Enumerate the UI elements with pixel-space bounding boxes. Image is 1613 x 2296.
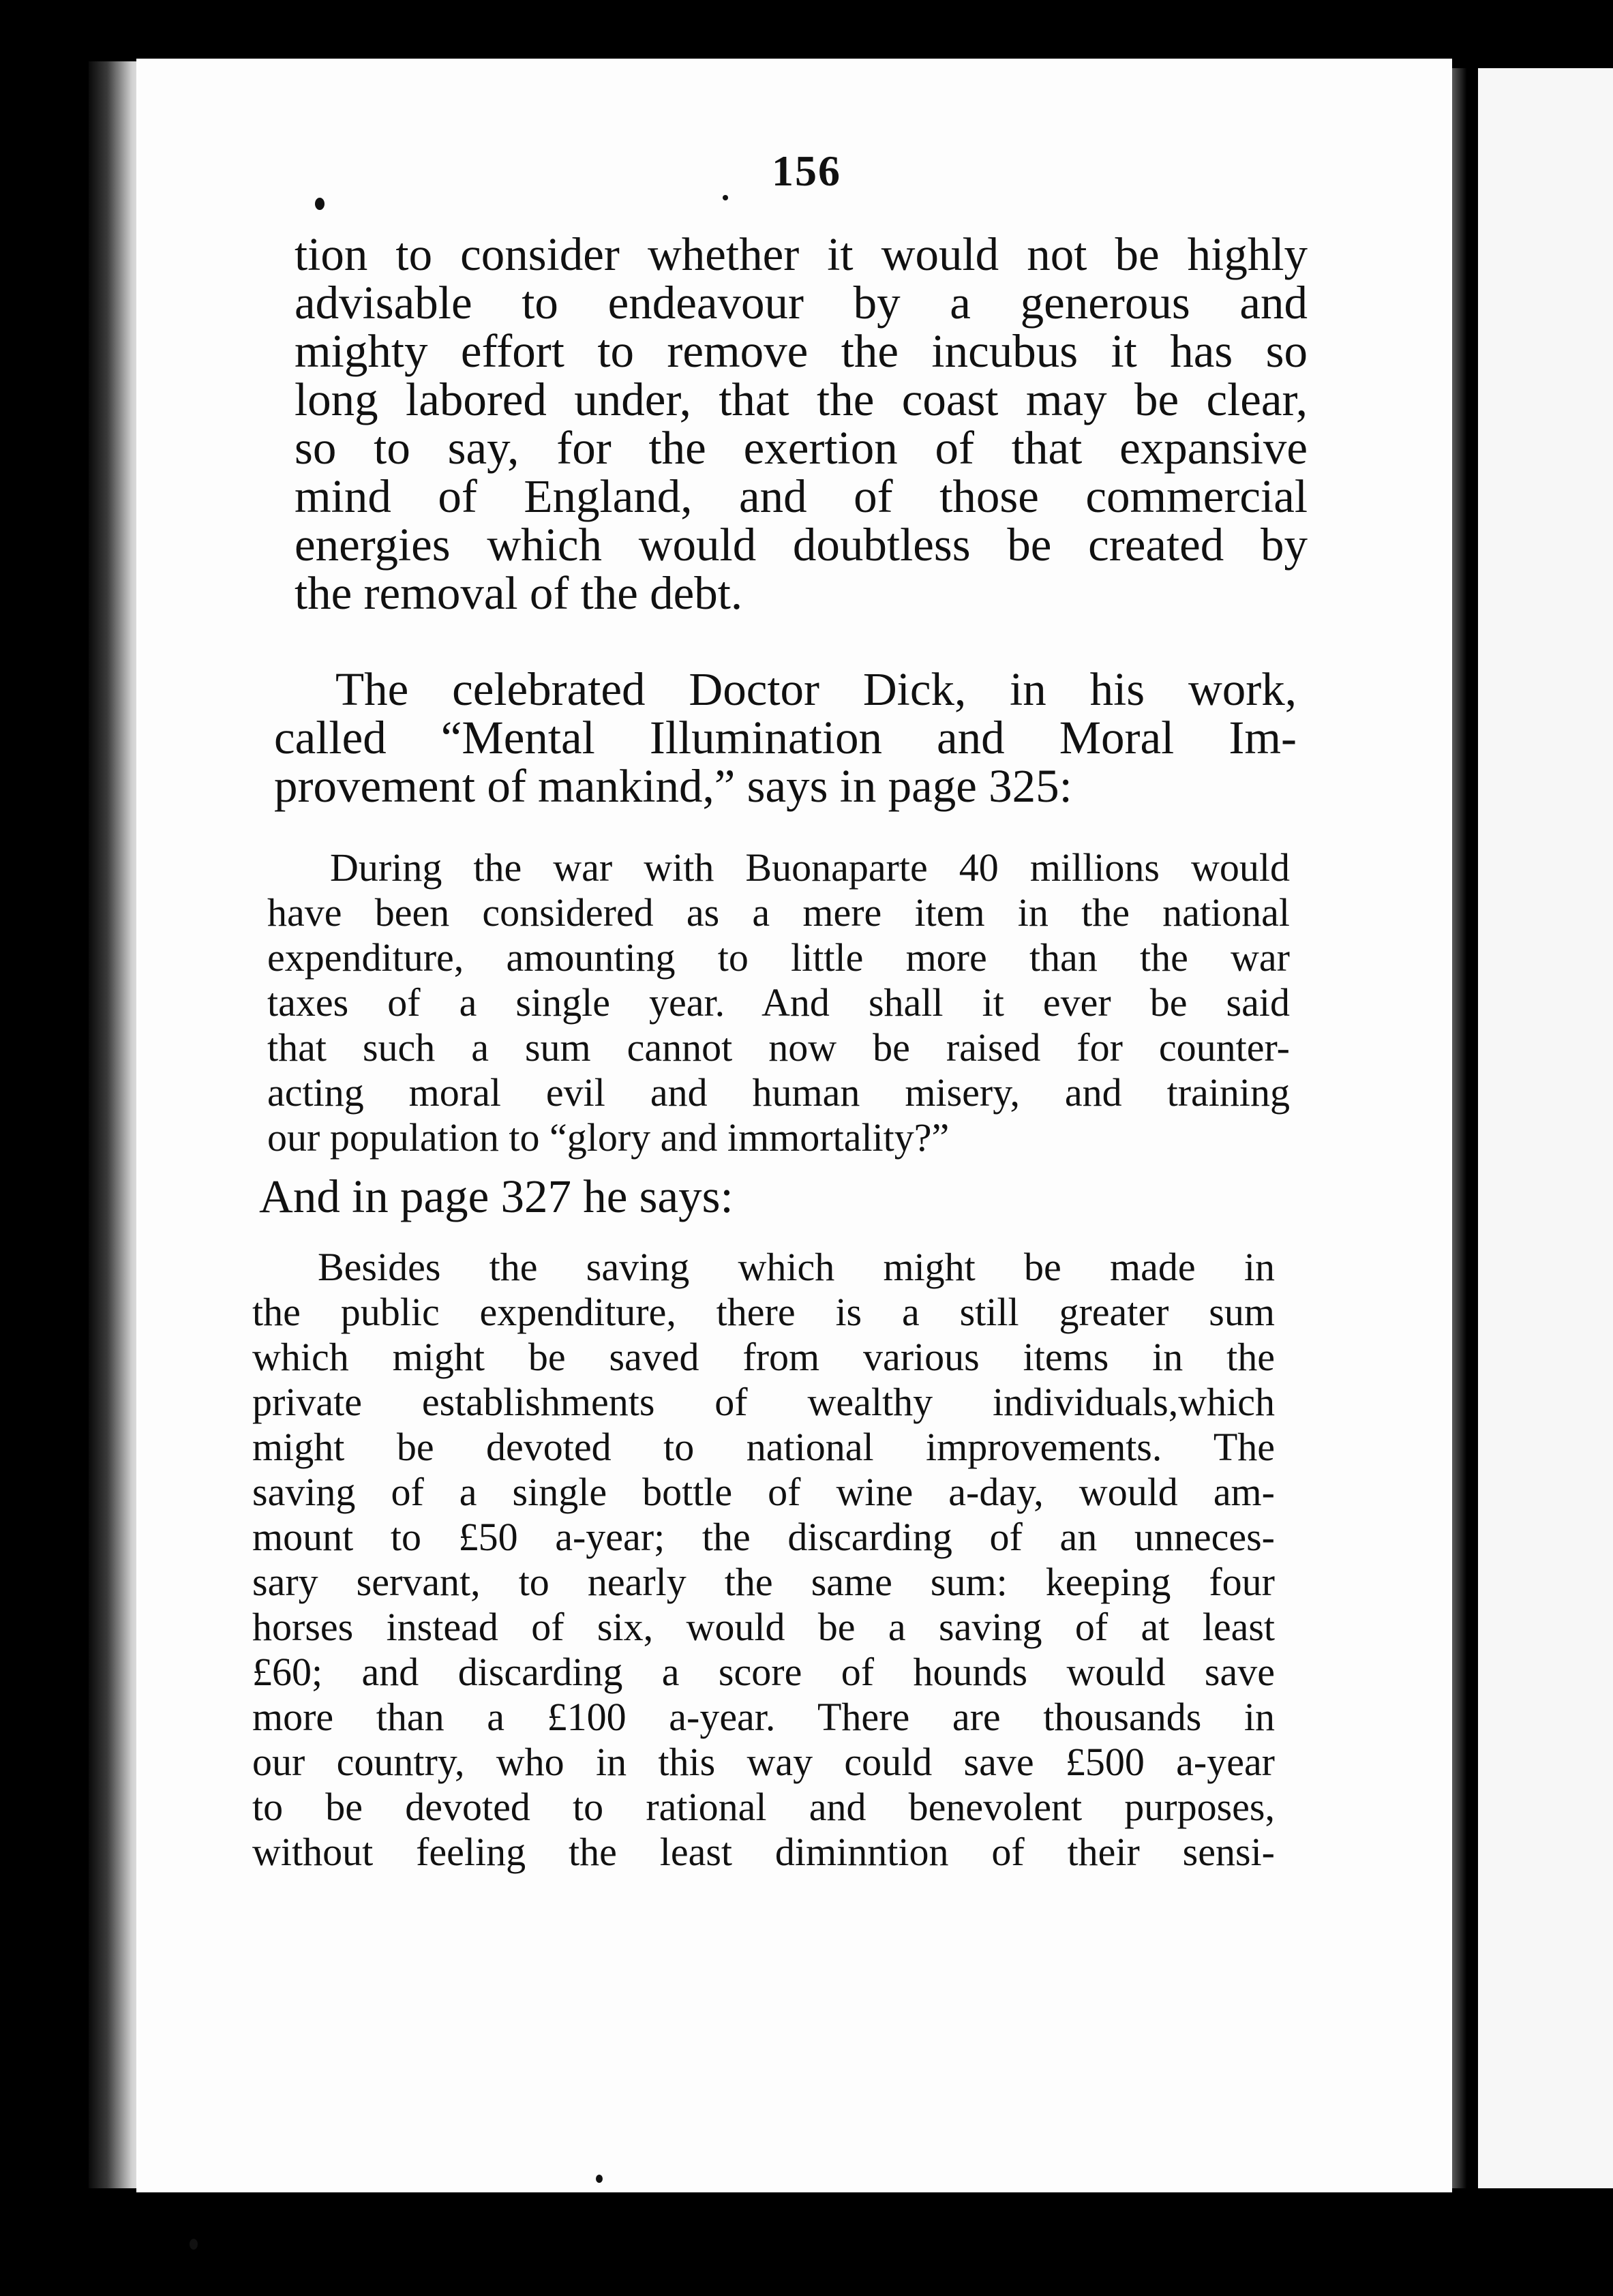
text-line: During the war with Buonaparte 40 millions would xyxy=(330,845,1290,890)
text-line: the public expenditure, there is a still greater sum xyxy=(252,1290,1275,1334)
text-line: to be devoted to rational and benevolent purposes, xyxy=(252,1785,1275,1829)
text-line: expenditure, amounting to little more than the war xyxy=(267,935,1290,980)
ink-speck xyxy=(596,2175,603,2183)
text-line: mighty effort to remove the incubus it has so xyxy=(295,325,1308,377)
text-line: And in page 327 he says: xyxy=(259,1170,734,1222)
text-line: called “Mental Illumination and Moral Im- xyxy=(274,712,1297,764)
text-line: £60; and discarding a score of hounds would save xyxy=(252,1650,1275,1694)
text-line: our population to “glory and immortality?” xyxy=(267,1115,950,1160)
page-number: 156 xyxy=(772,147,841,195)
paragraph-2 xyxy=(274,665,1297,811)
text-line: taxes of a single year. And shall it ever be said xyxy=(267,980,1290,1025)
text-line: saving of a single bottle of wine a-day, would am- xyxy=(252,1470,1275,1514)
text-line: provement of mankind,” says in page 325: xyxy=(274,760,1072,812)
heading-page-327 xyxy=(259,1170,941,1222)
text-line: more than a £100 a-year. There are thousands in xyxy=(252,1695,1275,1739)
quotation-1 xyxy=(267,845,1290,1160)
text-line: Besides the saving which might be made in xyxy=(318,1245,1275,1289)
text-line: without feeling the least diminntion of their sensi- xyxy=(252,1830,1275,1874)
text-line: mount to £50 a-year; the discarding of an unneces- xyxy=(252,1515,1275,1559)
text-line: horses instead of six, would be a saving of at least xyxy=(252,1605,1275,1649)
text-line: our country, who in this way could save £500 a-year xyxy=(252,1740,1275,1784)
paragraph-1 xyxy=(295,230,1308,618)
text-line: have been considered as a mere item in the national xyxy=(267,890,1290,935)
text-line: mind of England, and of those commercial xyxy=(295,470,1308,522)
text-line: tion to consider whether it would not be highly xyxy=(295,228,1308,280)
text-line: private establishments of wealthy individuals,which xyxy=(252,1380,1275,1424)
text-line: sary servant, to nearly the same sum: keeping four xyxy=(252,1560,1275,1604)
text-line: the removal of the debt. xyxy=(295,567,743,619)
text-line: which might be saved from various items in the xyxy=(252,1335,1275,1379)
text-line: acting moral evil and human misery, and training xyxy=(267,1070,1290,1115)
text-line: long labored under, that the coast may be clear, xyxy=(295,374,1308,425)
quotation-2 xyxy=(252,1245,1275,1875)
ink-speck xyxy=(315,198,325,210)
facing-page-edge xyxy=(1478,68,1613,2188)
text-line: advisable to endeavour by a generous and xyxy=(295,277,1308,329)
text-line: The celebrated Doctor Dick, in his work, xyxy=(335,663,1297,715)
text-line: might be devoted to national improvements. The xyxy=(252,1425,1275,1469)
text-line: energies which would doubtless be created by xyxy=(295,519,1308,571)
text-line: that such a sum cannot now be raised for counter- xyxy=(267,1025,1290,1070)
ink-speck xyxy=(190,2239,198,2250)
text-line: so to say, for the exertion of that expansive xyxy=(295,422,1308,474)
page-gutter xyxy=(1452,68,1477,2188)
